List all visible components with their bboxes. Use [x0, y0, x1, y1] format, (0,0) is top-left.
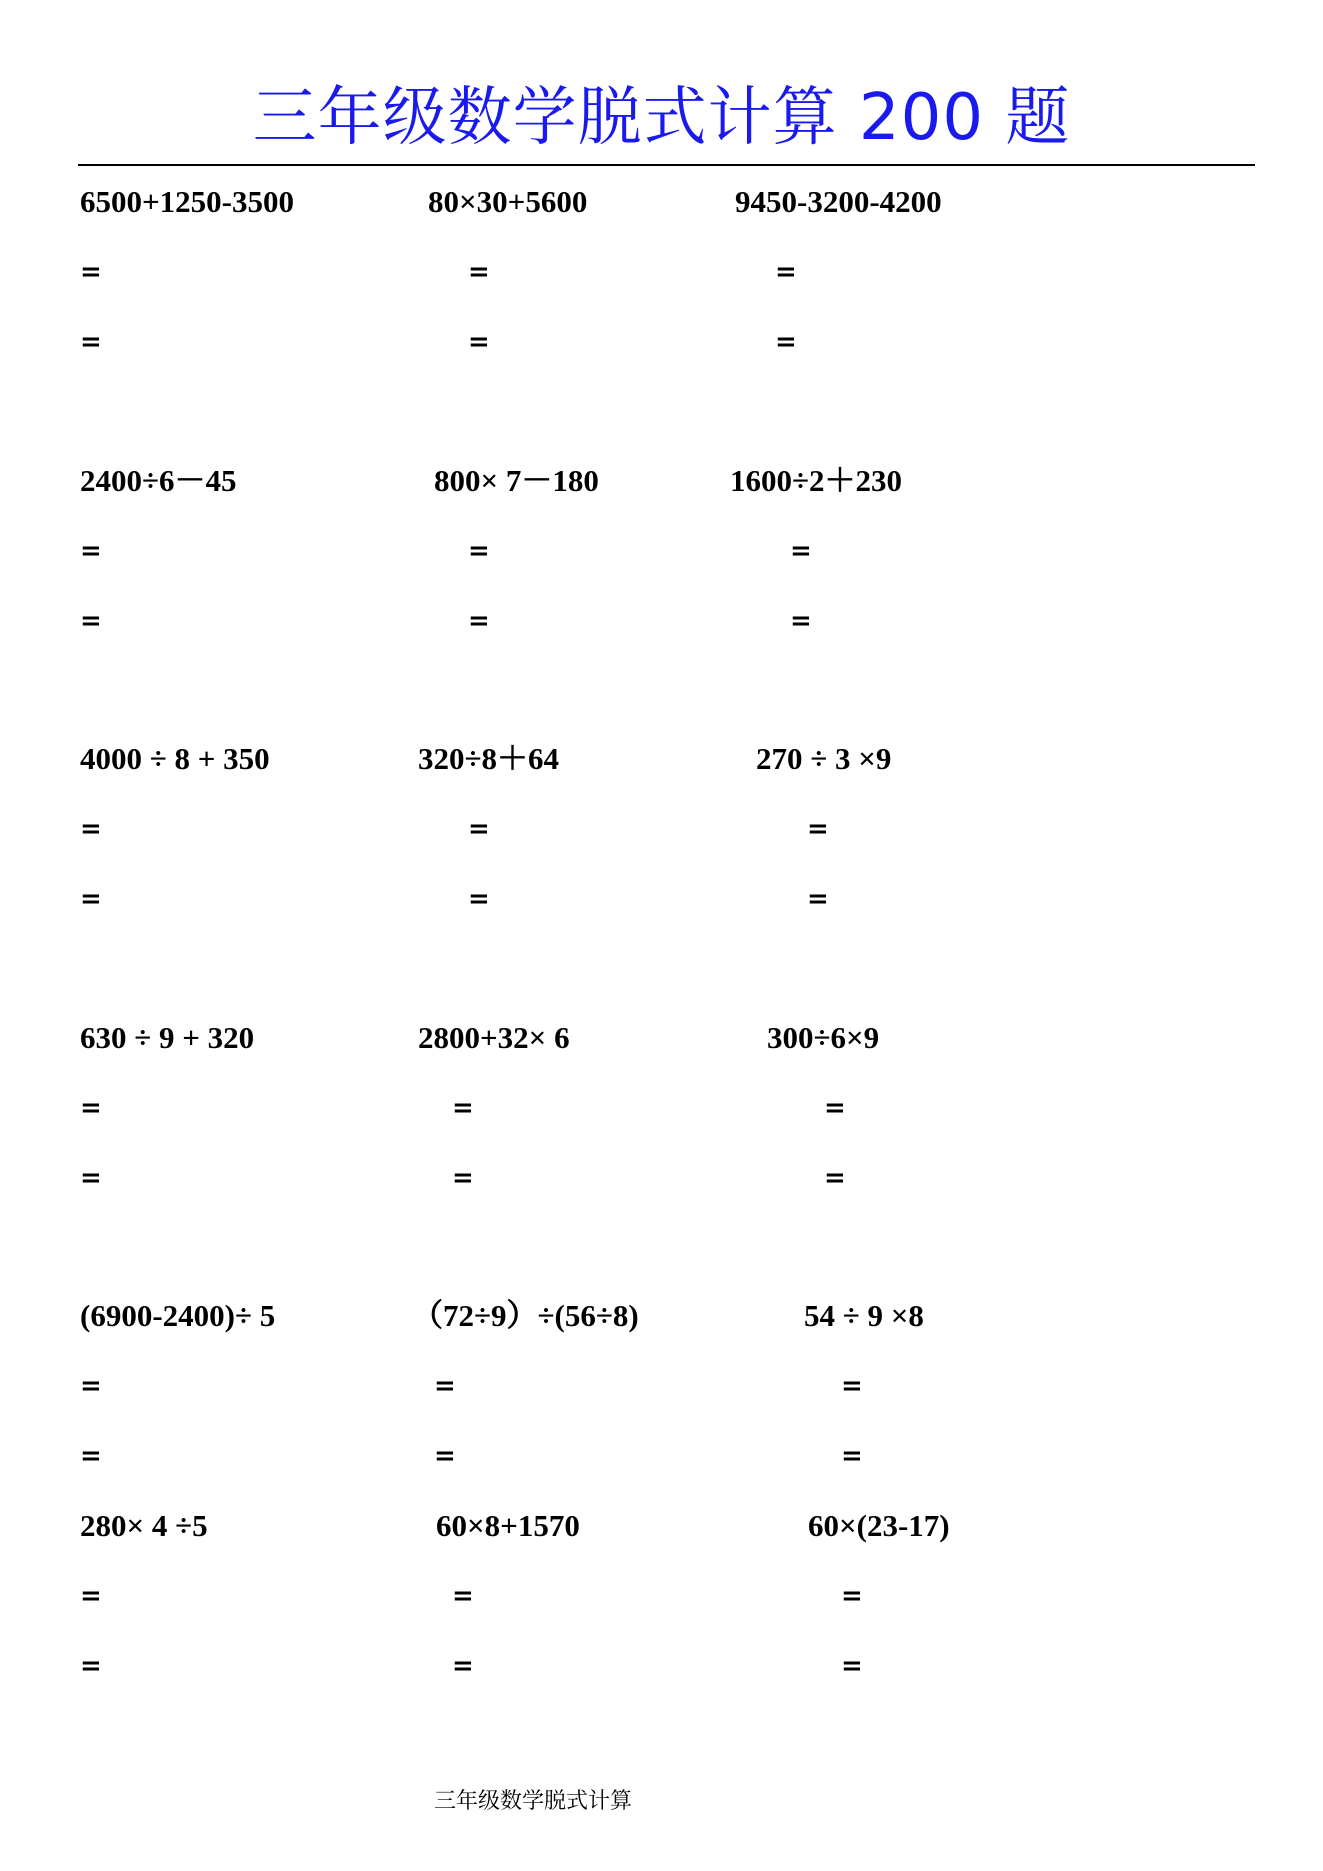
problem-expression: 2400÷6－45 [80, 463, 237, 498]
problem-expression: 1600÷2＋230 [730, 463, 903, 498]
problem-expression: 60×8+1570 [436, 1508, 580, 1543]
equals-sign: = [841, 1651, 863, 1681]
problem-expression: 60×(23-17) [808, 1508, 950, 1543]
equals-sign: = [468, 884, 490, 914]
problem-expression: 4000 ÷ 8 + 350 [80, 741, 270, 776]
equals-sign: = [434, 1371, 456, 1401]
equals-sign: = [807, 814, 829, 844]
page-footer: 三年级数学脱式计算 [434, 1789, 633, 1814]
equals-sign: = [80, 1581, 102, 1611]
page-title: 三年级数学脱式计算 200 题 [252, 81, 1071, 155]
problem-expression: 280× 4 ÷5 [80, 1508, 208, 1543]
equals-sign: = [80, 536, 102, 566]
equals-sign: = [775, 257, 797, 287]
problem-expression: 320÷8＋64 [418, 741, 560, 776]
equals-sign: = [468, 606, 490, 636]
problem-expression: 800× 7－180 [434, 463, 599, 498]
problem-expression: 300÷6×9 [767, 1020, 880, 1055]
equals-sign: = [80, 1441, 102, 1471]
equals-sign: = [452, 1163, 474, 1193]
equals-sign: = [80, 814, 102, 844]
equals-sign: = [80, 606, 102, 636]
equals-sign: = [80, 1163, 102, 1193]
problem-expression: 630 ÷ 9 + 320 [80, 1020, 255, 1055]
problem-expression: 9450-3200-4200 [735, 184, 942, 219]
equals-sign: = [434, 1441, 456, 1471]
equals-sign: = [452, 1581, 474, 1611]
equals-sign: = [468, 536, 490, 566]
equals-sign: = [468, 257, 490, 287]
problem-expression: 2800+32× 6 [418, 1020, 570, 1055]
equals-sign: = [790, 606, 812, 636]
problem-expression: 54 ÷ 9 ×8 [804, 1298, 924, 1333]
equals-sign: = [468, 814, 490, 844]
equals-sign: = [452, 1651, 474, 1681]
equals-sign: = [841, 1371, 863, 1401]
equals-sign: = [80, 884, 102, 914]
problem-expression: 270 ÷ 3 ×9 [756, 741, 892, 776]
equals-sign: = [824, 1163, 846, 1193]
problem-expression: 6500+1250-3500 [80, 184, 294, 219]
title-divider [78, 164, 1255, 166]
equals-sign: = [775, 327, 797, 357]
problem-expression: 80×30+5600 [428, 184, 588, 219]
equals-sign: = [790, 536, 812, 566]
equals-sign: = [80, 1093, 102, 1123]
problem-expression: （72÷9）÷(56÷8) [412, 1298, 639, 1333]
problem-expression: (6900-2400)÷ 5 [80, 1298, 276, 1333]
equals-sign: = [841, 1581, 863, 1611]
equals-sign: = [80, 327, 102, 357]
equals-sign: = [824, 1093, 846, 1123]
equals-sign: = [80, 257, 102, 287]
equals-sign: = [452, 1093, 474, 1123]
equals-sign: = [807, 884, 829, 914]
equals-sign: = [80, 1371, 102, 1401]
equals-sign: = [841, 1441, 863, 1471]
equals-sign: = [468, 327, 490, 357]
equals-sign: = [80, 1651, 102, 1681]
